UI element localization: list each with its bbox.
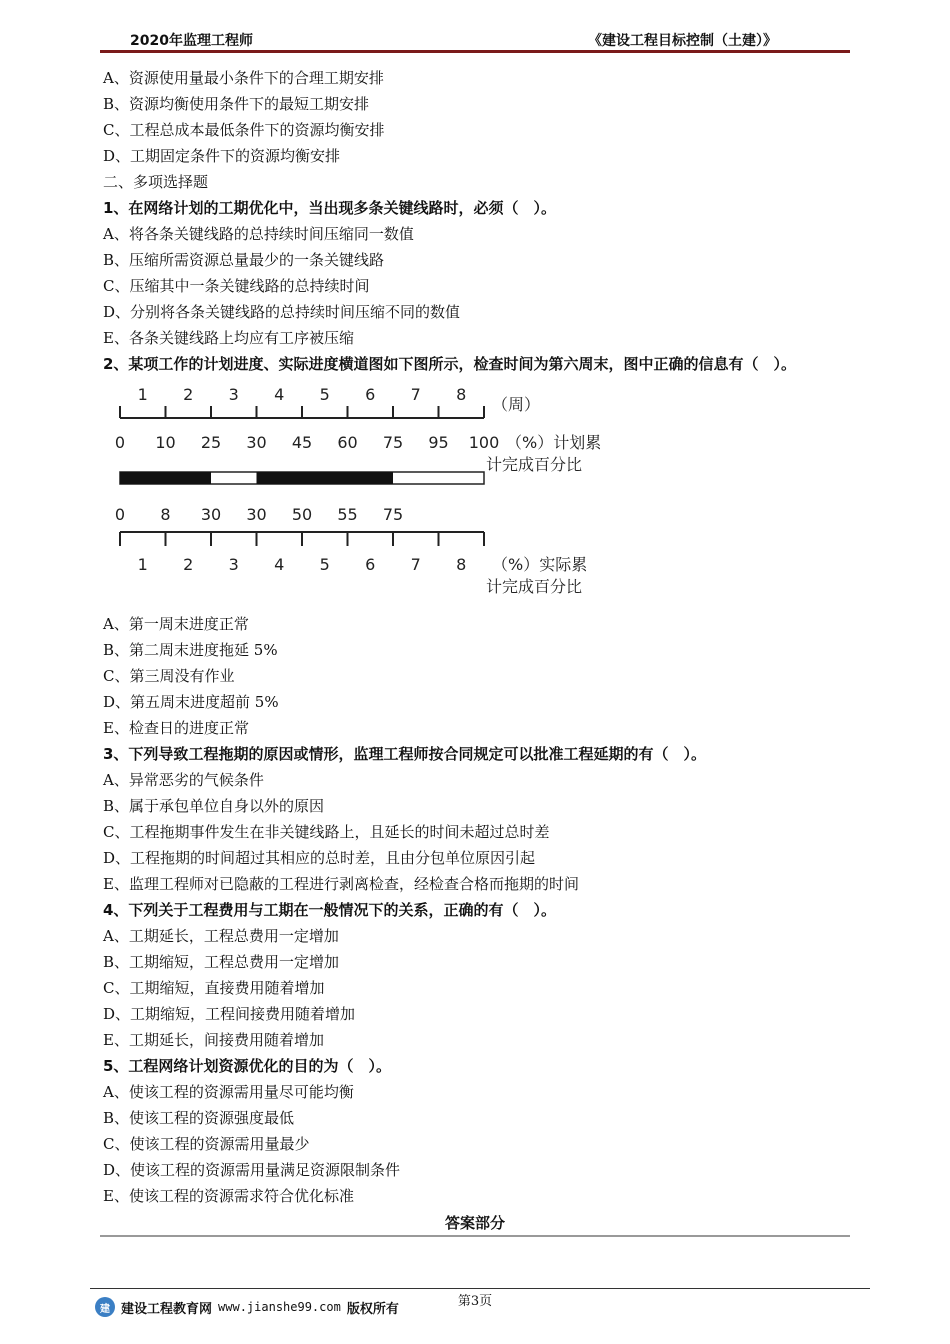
question-text: 4、下列关于工程费用与工期在一般情况下的关系，正确的有（ ）。 — [103, 901, 556, 919]
line-text: A、第一周末进度正常 — [103, 615, 249, 633]
week-label-top: 3 — [228, 385, 239, 404]
line-text: D、工期缩短，工程间接费用随着增加 — [103, 1005, 356, 1023]
actual-cumulative-value: 50 — [291, 505, 313, 524]
work-segment-bar — [257, 472, 394, 484]
page-number: 第3页 — [457, 1294, 493, 1309]
planned-cumulative-value: 100 — [468, 433, 500, 452]
question-text: 3、下列导致工程拖期的原因或情形，监理工程师按合同规定可以批准工程延期的有（ ）。 — [103, 745, 706, 763]
planned-cumulative-value: 30 — [246, 433, 267, 452]
line-text: B、使该工程的资源强度最低 — [103, 1109, 295, 1127]
line-text: C、工程总成本最低条件下的资源均衡安排 — [103, 121, 385, 139]
week-label-bottom: 2 — [183, 555, 194, 574]
work-segment-bar — [120, 472, 211, 484]
week-label-bottom: 8 — [456, 555, 467, 574]
question-text: 1、在网络计划的工期优化中，当出现多条关键线路时，必须（ ）。 — [103, 199, 556, 217]
planned-cumulative-value: 45 — [291, 433, 313, 452]
actual-cumulative-value: 30 — [246, 505, 267, 524]
header-rule — [100, 50, 850, 53]
progress-gantt-chart — [112, 380, 612, 602]
line-text: B、工期缩短，工程总费用一定增加 — [103, 953, 340, 971]
week-label-bottom: 7 — [410, 555, 421, 574]
line-text: C、工期缩短，直接费用随着增加 — [103, 979, 325, 997]
line-text: D、使该工程的资源需用量满足资源限制条件 — [103, 1161, 401, 1179]
actual-label-2: 计完成百分比 — [486, 577, 583, 596]
week-unit-label: （周） — [492, 395, 541, 414]
site-logo-icon: 建 — [95, 1297, 115, 1317]
line-text: B、属于承包单位自身以外的原因 — [103, 797, 325, 815]
week-label-top: 2 — [183, 385, 194, 404]
planned-label-2: 计完成百分比 — [486, 455, 583, 474]
line-text: C、第三周没有作业 — [103, 667, 235, 685]
week-label-top: 8 — [456, 385, 467, 404]
line-text: D、第五周末进度超前 5% — [103, 693, 279, 711]
header-left-title: 2020年监理工程师 — [130, 33, 253, 49]
footer-rule — [90, 1288, 870, 1289]
line-text: E、监理工程师对已隐蔽的工程进行剥离检查，经检查合格而拖期的时间 — [103, 875, 579, 893]
actual-label: （%）实际累 — [492, 555, 588, 574]
week-label-top: 1 — [137, 385, 148, 404]
actual-cumulative-value: 55 — [337, 505, 358, 524]
line-text: 二、多项选择题 — [103, 173, 209, 191]
footer — [95, 1297, 399, 1317]
week-label-bottom: 1 — [137, 555, 148, 574]
header-right-title: 《建设工程目标控制（土建）》 — [588, 33, 777, 49]
week-label-bottom: 6 — [365, 555, 376, 574]
footer-url: www.jianshe99.com — [218, 1300, 341, 1314]
actual-cumulative-value: 30 — [200, 505, 222, 524]
line-text: A、将各条关键线路的总持续时间压缩同一数值 — [103, 225, 414, 243]
line-text: B、压缩所需资源总量最少的一条关键线路 — [103, 251, 385, 269]
footer-site-name: 建设工程教育网 — [121, 1301, 213, 1317]
question-text: 5、工程网络计划资源优化的目的为（ ）。 — [103, 1057, 391, 1075]
line-text: C、使该工程的资源需用量最少 — [103, 1135, 310, 1153]
actual-cumulative-value: 0 — [114, 505, 126, 524]
line-text: D、工程拖期的时间超过其相应的总时差，且由分包单位原因引起 — [103, 849, 536, 867]
question-text: 2、某项工作的计划进度、实际进度横道图如下图所示，检查时间为第六周末，图中正确的信息有（ ）。 — [103, 355, 796, 373]
answers-section-title: 答案部分 — [444, 1214, 505, 1232]
footer-rights: 版权所有 — [346, 1301, 399, 1317]
planned-cumulative-value: 60 — [337, 433, 358, 452]
planned-cumulative-value: 0 — [114, 433, 126, 452]
planned-label: （%）计划累 — [506, 433, 602, 452]
line-text: A、使该工程的资源需用量尽可能均衡 — [103, 1083, 354, 1101]
planned-cumulative-value: 10 — [155, 433, 176, 452]
week-label-top: 4 — [274, 385, 285, 404]
week-label-bottom: 3 — [228, 555, 239, 574]
week-label-bottom: 5 — [319, 555, 330, 574]
planned-cumulative-value: 25 — [200, 433, 222, 452]
planned-cumulative-value: 75 — [382, 433, 404, 452]
line-text: A、资源使用量最小条件下的合理工期安排 — [103, 69, 384, 87]
line-text: C、工程拖期事件发生在非关键线路上，且延长的时间未超过总时差 — [103, 823, 550, 841]
line-text: B、第二周末进度拖延 5% — [103, 641, 278, 659]
line-text: E、工期延长，间接费用随着增加 — [103, 1031, 324, 1049]
line-text: E、检查日的进度正常 — [103, 719, 249, 737]
actual-cumulative-value: 8 — [160, 505, 171, 524]
week-label-bottom: 4 — [274, 555, 285, 574]
line-text: D、工期固定条件下的资源均衡安排 — [103, 147, 341, 165]
line-text: B、资源均衡使用条件下的最短工期安排 — [103, 95, 370, 113]
week-label-top: 7 — [410, 385, 421, 404]
line-text: E、使该工程的资源需求符合优化标准 — [103, 1187, 354, 1205]
week-label-top: 5 — [319, 385, 330, 404]
line-text: A、工期延长，工程总费用一定增加 — [103, 927, 339, 945]
line-text: E、各条关键线路上均应有工序被压缩 — [103, 329, 354, 347]
planned-cumulative-value: 95 — [428, 433, 449, 452]
week-label-top: 6 — [365, 385, 376, 404]
line-text: A、异常恶劣的气候条件 — [103, 771, 264, 789]
line-text: C、压缩其中一条关键线路的总持续时间 — [103, 277, 370, 295]
actual-cumulative-value: 75 — [382, 505, 404, 524]
answers-rule — [100, 1235, 850, 1237]
line-text: D、分别将各条关键线路的总持续时间压缩不同的数值 — [103, 303, 461, 321]
